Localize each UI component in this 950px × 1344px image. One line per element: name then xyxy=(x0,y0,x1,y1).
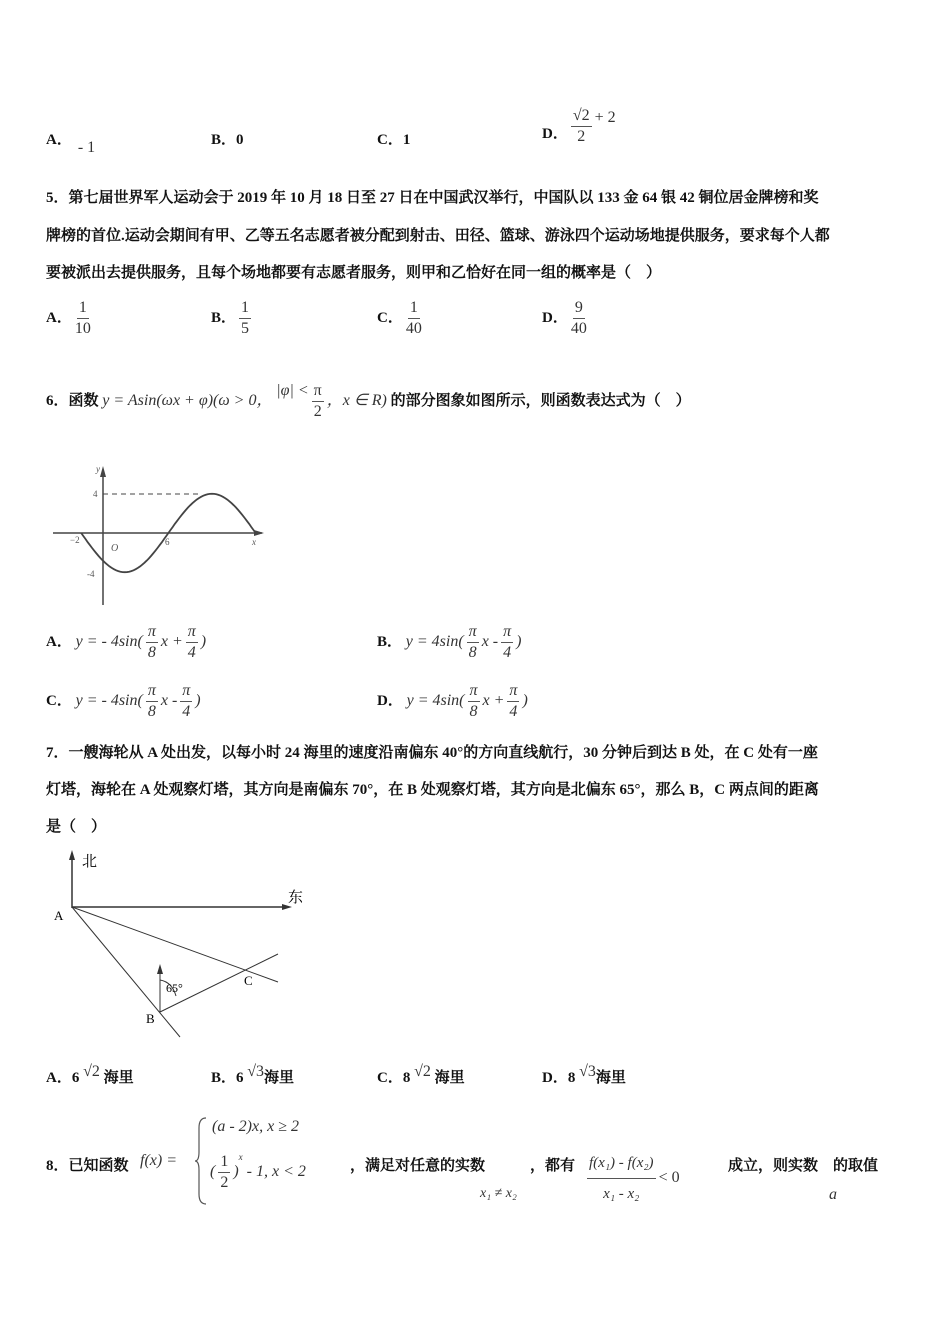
option-label: D． xyxy=(377,692,403,709)
q4-option-b: B．0 xyxy=(211,132,244,148)
denominator: 8 xyxy=(147,703,156,720)
q8-suffix: 成立，则实数 的取值 xyxy=(728,1158,879,1174)
q6-condition: |φ| < xyxy=(276,381,309,399)
q6-prefix: 6．函数 xyxy=(46,392,99,409)
denominator: 8 xyxy=(147,644,156,661)
fraction xyxy=(571,106,592,147)
unit: 海里 xyxy=(103,1070,134,1086)
q4-option-c: C．1 xyxy=(377,132,411,148)
q6-option-a xyxy=(46,622,206,663)
q7-line-2: 灯塔，海轮在 A 处观察灯塔，其方向是南偏东 70°，在 B 处观察灯塔，其方向是北偏东 65°，那么 B，C 两点间的距离 xyxy=(46,782,819,798)
q5-line-1: 5．第七届世界军人运动会于 2019 年 10 月 18 日至 27 日在中国武汉举行，中国队以 133 金 64 银 42 铜位居金牌榜和奖 xyxy=(46,190,819,206)
tick-label-6: 6 xyxy=(165,537,170,547)
q7-option-c xyxy=(377,1063,465,1087)
radical: √3 xyxy=(247,1063,265,1080)
q5-option-d xyxy=(542,298,590,339)
option-label: A． xyxy=(46,132,72,148)
piecewise-brace xyxy=(194,1116,208,1206)
case-condition: - 1, x < 2 xyxy=(246,1163,306,1181)
q5-option-c xyxy=(377,298,425,339)
numerator: π xyxy=(467,622,479,643)
brace-path xyxy=(195,1118,206,1204)
numerator: π xyxy=(501,622,513,643)
option-label: B．6 xyxy=(211,1070,244,1086)
denominator: 8 xyxy=(469,703,478,720)
q7-line-3: 是（ ） xyxy=(46,819,107,835)
fraction xyxy=(218,1152,230,1193)
denominator: 5 xyxy=(241,320,250,337)
expr-part: ) xyxy=(516,632,522,650)
option-label: A．6 xyxy=(46,1070,80,1086)
q7-option-b xyxy=(211,1063,295,1087)
q8-condition: x₁ ≠ x₂ xyxy=(480,1186,517,1201)
denominator: 4 xyxy=(182,703,191,720)
expr-part: y = - 4sin( xyxy=(75,691,143,709)
option-label: D． xyxy=(542,125,568,142)
north-arrow xyxy=(69,850,75,860)
numerator: 1 xyxy=(408,298,420,319)
q8-case-1: (a - 2)x, x ≥ 2 xyxy=(212,1118,299,1135)
option-value: - 1 xyxy=(77,139,96,156)
q6-formula: y = Asin(ωx + φ)(ω > 0， xyxy=(102,391,273,409)
radical: √3 xyxy=(579,1063,596,1080)
fraction xyxy=(312,381,324,422)
q5-line-3: 要被派出去提供服务，且每个场地都要有志愿者服务，则甲和乙恰好在同一组的概率是（ ） xyxy=(46,265,662,281)
numerator: f(x₁) - f(x₂) xyxy=(587,1148,656,1179)
q6-option-d xyxy=(377,681,528,722)
expr-part: ) xyxy=(522,691,528,709)
q7-option-a xyxy=(46,1063,134,1087)
tick-label-neg2: −2 xyxy=(70,535,80,545)
numerator: 9 xyxy=(573,298,585,319)
denominator: 2 xyxy=(313,403,322,420)
point-a-label: A xyxy=(54,908,64,923)
fraction xyxy=(146,681,158,722)
expr-part: x - xyxy=(160,691,178,709)
denominator: 8 xyxy=(468,644,477,661)
denominator: 4 xyxy=(509,703,518,720)
option-label: B． xyxy=(211,309,237,326)
x-axis-label: x xyxy=(252,537,256,547)
expr-part: ) xyxy=(200,632,207,650)
q8-prefix: 8．已知函数 xyxy=(46,1158,129,1174)
denominator: 4 xyxy=(187,644,196,661)
expr-part: x - xyxy=(481,632,499,650)
fraction xyxy=(406,298,422,339)
expr-part: x + xyxy=(482,691,505,709)
numerator: π xyxy=(146,622,158,643)
y-axis-label: y xyxy=(96,464,100,474)
option-label: D． xyxy=(542,309,568,326)
expr-part: y = 4sin( xyxy=(405,632,464,650)
point-c-label: C xyxy=(244,973,253,988)
denominator: 40 xyxy=(570,320,587,337)
option-label: C． xyxy=(377,309,403,326)
fraction xyxy=(186,622,198,663)
y-axis-arrow xyxy=(100,466,106,477)
option-label: B． xyxy=(377,633,403,650)
q6-suffix: 的部分图象如图所示，则函数表达式为（ ） xyxy=(390,392,691,409)
radical: √2 xyxy=(414,1063,431,1080)
q6-option-b xyxy=(377,622,521,663)
q8-inequality xyxy=(584,1148,680,1209)
radical: √2 xyxy=(83,1063,100,1080)
numerator: π xyxy=(312,381,324,402)
north-at-b-arrow xyxy=(157,964,163,974)
q8-case-2: ( $\frac{1}{2}$ )$^x$ - 1, x < 2 xyxy=(210,1151,306,1191)
expr-part: y = 4sin( xyxy=(406,691,465,709)
angle-label: 65° xyxy=(166,981,183,995)
navigation-figure xyxy=(0,840,320,1040)
east-label: 东 xyxy=(288,890,304,906)
fraction xyxy=(507,681,519,722)
denominator: 40 xyxy=(405,320,422,337)
option-label: D．8 xyxy=(542,1070,576,1086)
expr-part: y = - 4sin( xyxy=(75,632,143,650)
numerator: π xyxy=(180,681,192,702)
option-label: A． xyxy=(46,633,72,650)
q8-variable-a: a xyxy=(829,1186,837,1203)
denominator: x₁ - x₂ xyxy=(603,1186,640,1202)
inequality-tail: < 0 xyxy=(658,1169,680,1187)
q5-line-2: 牌榜的首位.运动会期间有甲、乙等五名志愿者被分配到射击、田径、篮球、游泳四个运动场地提供服务，要求每个人都 xyxy=(46,228,830,244)
option-label: C．8 xyxy=(377,1070,411,1086)
option-tail: + 2 xyxy=(594,108,616,126)
expr-part: ) xyxy=(195,691,201,709)
point-b-label: B xyxy=(146,1011,155,1026)
denominator: 10 xyxy=(74,320,91,337)
origin-label: O xyxy=(111,543,119,554)
q8-mid-2: ，都有 xyxy=(530,1158,576,1174)
q6-option-c xyxy=(46,681,201,722)
denominator: 2 xyxy=(577,128,586,145)
q8-mid-1: ，满足对任意的实数 xyxy=(350,1158,486,1174)
numerator: 1 xyxy=(77,298,89,319)
fraction xyxy=(468,681,480,722)
tick-label-4: 4 xyxy=(93,489,98,499)
q8-fx: f(x) = xyxy=(140,1152,177,1169)
numerator: π xyxy=(468,681,480,702)
fraction xyxy=(571,298,587,339)
numerator: √2 xyxy=(571,106,592,127)
unit: 海里 xyxy=(264,1070,295,1086)
fraction xyxy=(146,622,158,663)
fraction xyxy=(587,1148,656,1209)
numerator: π xyxy=(186,622,198,643)
denominator: 4 xyxy=(503,644,512,661)
exponent: x xyxy=(238,1151,243,1162)
option-label: C． xyxy=(46,692,72,709)
numerator: 1 xyxy=(218,1152,230,1173)
north-label: 北 xyxy=(82,854,98,870)
tick-label-neg4: -4 xyxy=(87,569,95,579)
unit: 海里 xyxy=(434,1070,465,1086)
q4-option-d xyxy=(542,106,616,147)
denominator: 2 xyxy=(220,1174,229,1191)
numerator: π xyxy=(507,681,519,702)
fraction xyxy=(467,622,479,663)
fraction xyxy=(180,681,192,722)
expr-part: x + xyxy=(160,632,183,650)
sine-graph xyxy=(0,0,300,620)
option-label: A． xyxy=(46,309,72,326)
numerator: 1 xyxy=(239,298,251,319)
numerator: π xyxy=(146,681,158,702)
unit: 海里 xyxy=(595,1070,626,1086)
q7-line-1: 7．一艘海轮从 A 处出发，以每小时 24 海里的速度沿南偏东 40°的方向直线航行，30 分钟后到达 B 处，在 C 处有一座 xyxy=(46,745,818,761)
q7-option-d xyxy=(542,1063,626,1087)
fraction xyxy=(501,622,513,663)
q6-condition-tail: ，x ∈ R) xyxy=(326,391,387,409)
